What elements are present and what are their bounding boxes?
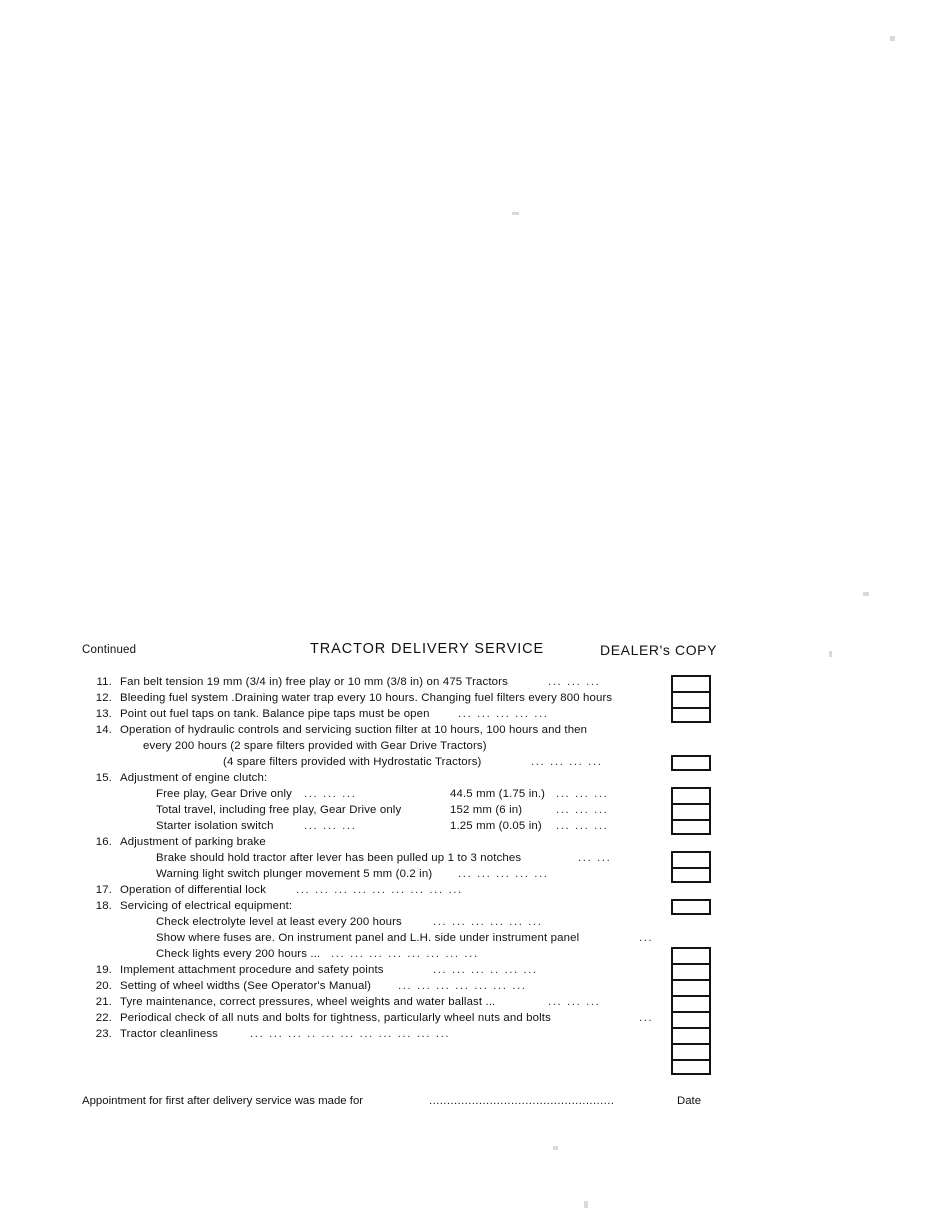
- checklist-row: [78, 1010, 718, 1026]
- measurement-value: 152 mm (6 in): [450, 804, 523, 816]
- leader-dots: ... ... ...: [548, 676, 601, 688]
- leader-dots: ...: [639, 932, 654, 944]
- checklist-row: [78, 898, 718, 914]
- row-number: 14.: [95, 724, 112, 736]
- dealer-copy-label: DEALER's COPY: [600, 642, 718, 658]
- checklist-row: [78, 786, 718, 802]
- checklist-row: [78, 802, 718, 818]
- row-number: 12.: [95, 692, 112, 704]
- leader-dots: ... ... ...: [548, 996, 601, 1008]
- checklist-row: [78, 962, 718, 978]
- row-number: 21.: [95, 996, 112, 1008]
- measurement-value: 44.5 mm (1.75 in.): [450, 788, 546, 800]
- leader-dots: ... ... ... ... ... ...: [433, 916, 543, 928]
- checklist-row: [78, 914, 718, 930]
- row-number: 18.: [95, 900, 112, 912]
- checklist-row: [78, 738, 718, 754]
- row-text: Bleeding fuel system .Draining water trap every 10 hours. Changing fuel filters every 800 hours: [120, 692, 613, 704]
- continued-label: Continued: [82, 644, 137, 656]
- checklist-row: [78, 994, 718, 1010]
- scan-speck: [512, 212, 519, 215]
- form-header: [78, 636, 718, 666]
- row-text: Tyre maintenance, correct pressures, wheel weights and water ballast ...: [120, 996, 496, 1008]
- row-number: 16.: [95, 836, 112, 848]
- checklist-row: [78, 722, 718, 738]
- scan-speck: [863, 592, 869, 596]
- checklist-row: [78, 930, 718, 946]
- row-text: Periodical check of all nuts and bolts for tightness, particularly wheel nuts and bolts: [120, 1012, 551, 1024]
- checklist-row: [78, 674, 718, 690]
- row-number: 13.: [95, 708, 112, 720]
- leader-dots: ... ... ... ... ...: [458, 708, 549, 720]
- row-number: 23.: [95, 1028, 112, 1040]
- row-text: Total travel, including free play, Gear Drive only: [156, 804, 402, 816]
- checklist-row: [78, 866, 718, 882]
- leader-dots: ... ... ... ... ... ... ... ... ...: [296, 884, 463, 896]
- leader-dots: ... ... ...: [556, 804, 609, 816]
- row-text: Tractor cleanliness: [120, 1028, 219, 1040]
- row-text: Starter isolation switch: [156, 820, 274, 832]
- row-text: Warning light switch plunger movement 5 mm (0.2 in): [156, 868, 433, 880]
- leader-dots: ... ... ... ... ...: [458, 868, 549, 880]
- row-number: 19.: [95, 964, 112, 976]
- checklist-row: [78, 834, 718, 850]
- checkbox-cell[interactable]: [673, 1045, 709, 1061]
- leader-dots: ...: [639, 1012, 654, 1024]
- row-text: Adjustment of engine clutch:: [120, 772, 268, 784]
- row-text: Fan belt tension 19 mm (3/4 in) free play or 10 mm (3/8 in) on 475 Tractors: [120, 676, 508, 688]
- leader-dots: ... ... ...: [304, 788, 357, 800]
- checklist-row: [78, 882, 718, 898]
- appointment-label: Appointment for first after delivery service was made for: [82, 1095, 364, 1107]
- row-text: Adjustment of parking brake: [120, 836, 266, 848]
- leader-dots: ... ... ... .. ... ...: [433, 964, 538, 976]
- row-text: Show where fuses are. On instrument panel and L.H. side under instrument panel: [156, 932, 580, 944]
- leader-dots: ... ... ... ... ... ... ...: [398, 980, 527, 992]
- checkbox-cell[interactable]: [673, 1061, 709, 1077]
- row-text: Operation of differential lock: [120, 884, 267, 896]
- leader-dots: ... ... ...: [556, 788, 609, 800]
- row-number: 17.: [95, 884, 112, 896]
- checklist-rows: [78, 674, 718, 1042]
- appointment-fill-line[interactable]: ....................................................: [429, 1095, 615, 1107]
- row-text: Operation of hydraulic controls and servicing suction filter at 10 hours, 100 hours and then: [120, 724, 588, 736]
- checklist-row: [78, 706, 718, 722]
- row-number: 22.: [95, 1012, 112, 1024]
- checklist-row: [78, 690, 718, 706]
- row-number: 20.: [95, 980, 112, 992]
- scan-speck: [890, 36, 895, 41]
- leader-dots: ... ... ... ...: [531, 756, 603, 768]
- row-text: Servicing of electrical equipment:: [120, 900, 293, 912]
- page-title: TRACTOR DELIVERY SERVICE: [310, 641, 545, 657]
- measurement-value: 1.25 mm (0.05 in): [450, 820, 542, 832]
- row-text: every 200 hours (2 spare filters provided with Gear Drive Tractors): [143, 740, 487, 752]
- row-text: Implement attachment procedure and safety points: [120, 964, 384, 976]
- row-text: Setting of wheel widths (See Operator's Manual): [120, 980, 372, 992]
- scan-speck: [553, 1146, 558, 1150]
- row-text: Check lights every 200 hours ...: [156, 948, 321, 960]
- scan-speck: [829, 651, 832, 657]
- row-text: Check electrolyte level at least every 200 hours: [156, 916, 402, 928]
- checklist-row: [78, 770, 718, 786]
- date-label: Date: [677, 1095, 702, 1107]
- checklist-row: [78, 818, 718, 834]
- checklist-row: [78, 1026, 718, 1042]
- row-number: 11.: [96, 676, 112, 688]
- leader-dots: ... ... ...: [304, 820, 357, 832]
- checklist-row: [78, 754, 718, 770]
- checklist-row: [78, 978, 718, 994]
- scan-speck: [584, 1201, 588, 1208]
- row-number: 15.: [95, 772, 112, 784]
- row-text: Free play, Gear Drive only: [156, 788, 292, 800]
- leader-dots: ... ... ... ... ... ... ... ...: [331, 948, 479, 960]
- row-text: (4 spare filters provided with Hydrostatic Tractors): [223, 756, 482, 768]
- checklist-row: [78, 850, 718, 866]
- checklist-row: [78, 946, 718, 962]
- row-text: Brake should hold tractor after lever has been pulled up 1 to 3 notches: [156, 852, 522, 864]
- row-text: Point out fuel taps on tank. Balance pipe taps must be open: [120, 708, 430, 720]
- delivery-service-form: [78, 636, 718, 1107]
- leader-dots: ... ... ...: [556, 820, 609, 832]
- leader-dots: ... ... ... .. ... ... ... ... ... ... ...: [250, 1028, 451, 1040]
- leader-dots: ... ...: [578, 852, 612, 864]
